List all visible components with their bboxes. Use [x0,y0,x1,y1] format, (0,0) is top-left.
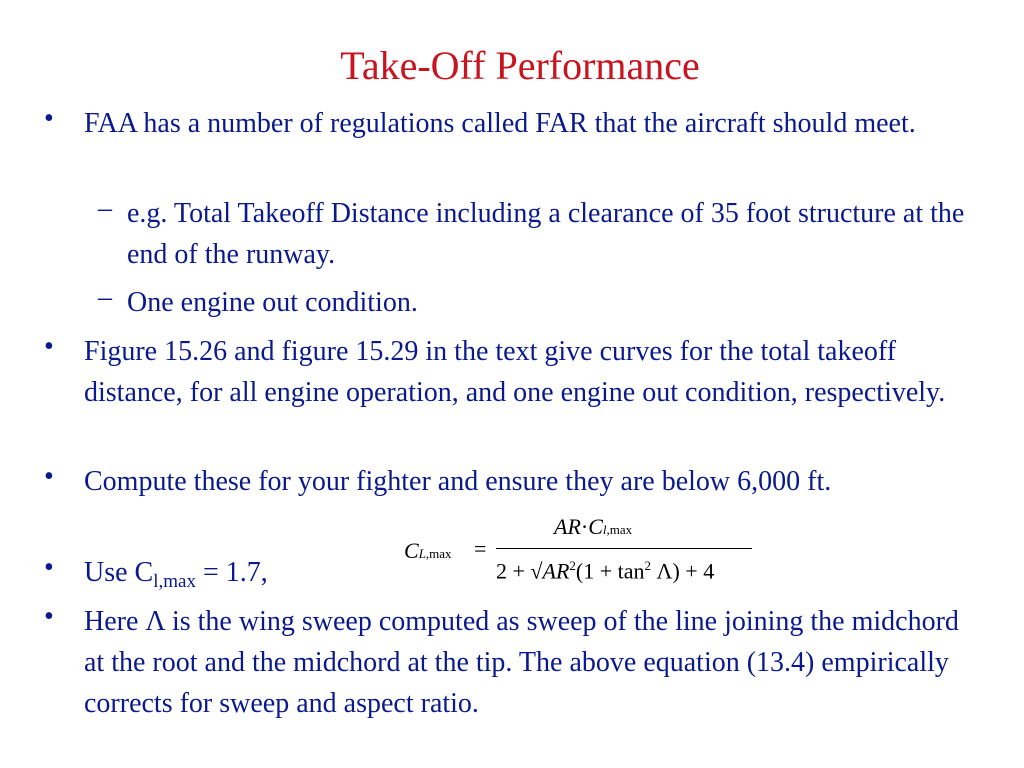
num-ar: AR [554,514,581,539]
num-sub-italic: l [602,522,607,537]
bullet-text: Figure 15.26 and figure 15.29 in the text give curves for the total takeoff distance, for all engine operation, and one engine out condition, respectively. [84,336,946,408]
bullet-marker: • [44,601,54,632]
bullet-text: Here Λ is the wing sweep computed as sweep of the line joining the midchord at the root and the midchord at the tip. The above equation (13.4) empirically corrects for sweep and aspect ratio. [84,606,959,719]
dash-marker: – [98,193,112,224]
den-ar: AR [542,558,570,584]
lhs-sub-rest: ,max [425,546,452,561]
bullet-text: FAA has a number of regulations called FAR that the aircraft should meet. [84,108,916,139]
cl-value: = 1.7, [195,557,268,588]
den-exp2: 2 [644,558,652,573]
num-dot: · [580,514,589,539]
den-mid: (1 + tan [575,558,645,584]
cl-subscript: l,max [153,571,196,592]
dash-marker: – [98,282,112,313]
den-two-plus: 2 + [496,558,531,584]
sub-bullet-text: e.g. Total Takeoff Distance including a clearance of 35 foot structure at the end of the runway. [127,198,965,270]
equation-lhs [404,538,452,564]
lhs-symbol: C [404,538,419,563]
num-sub-rest: ,max [606,522,633,537]
cl-prefix: Use C [84,557,154,588]
bullet-marker: • [44,552,54,583]
sub-bullet-text: One engine out condition. [127,287,418,318]
bullet-marker: • [44,103,54,134]
den-end: ) + 4 [672,558,715,584]
equation-denominator [496,558,766,584]
equation-numerator [554,514,754,540]
sqrt-sign: √ [530,558,543,584]
num-c: C [588,514,603,539]
equals-sign: = [474,536,487,561]
slide-title: Take-Off Performance [340,43,700,88]
lift-coefficient-equation [404,514,764,594]
bullet-marker: • [44,461,54,492]
bullet-marker: • [44,331,54,362]
bullet-text: Compute these for your fighter and ensure they are below 6,000 ft. [84,466,832,497]
den-lambda: Λ [651,558,673,584]
den-exp: 2 [569,558,576,573]
lhs-sub-italic: L [418,546,426,561]
fraction-bar [496,548,752,549]
